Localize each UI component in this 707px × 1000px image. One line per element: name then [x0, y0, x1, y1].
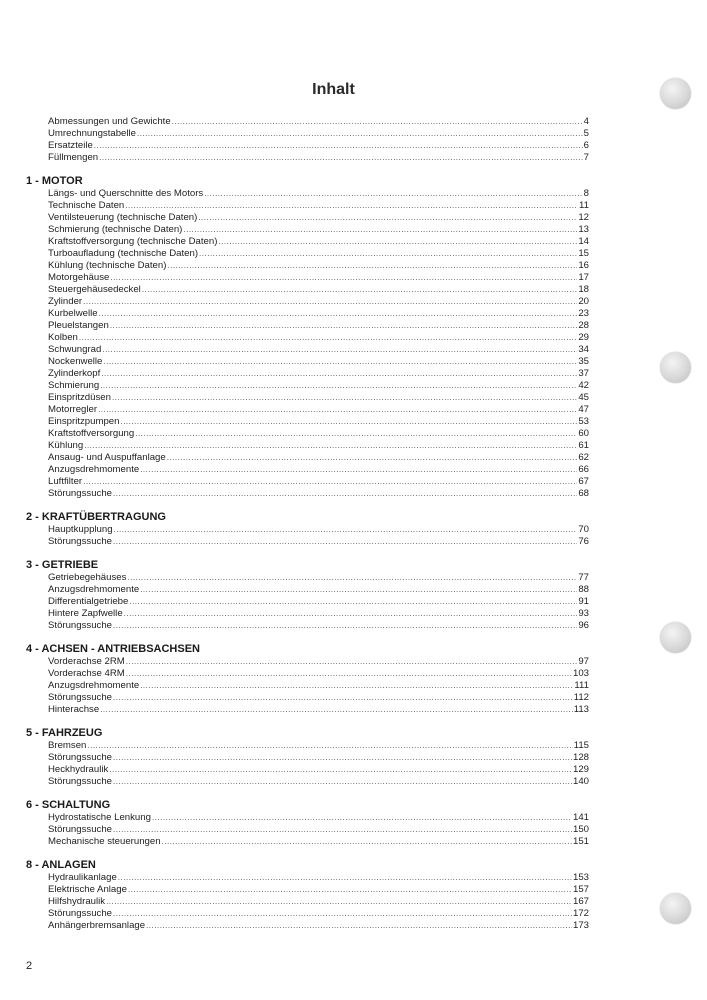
toc-entry-page: 28 [578, 320, 589, 331]
toc-entry-page: 13 [578, 224, 589, 235]
toc-entry-title: Anzugsdrehmomente [48, 584, 140, 595]
leader-dots [204, 188, 582, 200]
toc-entry-title: Kühlung (technische Daten) [48, 260, 167, 271]
toc-entry-page: 16 [578, 260, 589, 271]
toc-entry[interactable] [26, 332, 589, 344]
toc-entry-page: 76 [578, 536, 589, 547]
toc-entry-page: 93 [578, 608, 589, 619]
leader-dots [172, 116, 583, 128]
leader-dots [101, 368, 577, 380]
toc-entry-title: Störungssuche [48, 752, 112, 763]
toc-entry-page: 4 [583, 116, 589, 127]
leader-dots [198, 212, 577, 224]
leader-dots [140, 584, 577, 596]
leader-dots [100, 704, 573, 716]
toc-entry-page: 18 [578, 284, 589, 295]
toc-entry-page: 35 [578, 356, 589, 367]
toc-entry-page: 66 [578, 464, 589, 475]
page-number: 2 [26, 960, 33, 972]
toc-entry[interactable] [26, 920, 589, 932]
toc-entry[interactable] [26, 524, 589, 536]
toc-entry-title: Luftfilter [48, 476, 83, 487]
toc-entry[interactable] [26, 284, 589, 296]
toc-entry-title: Getriebegehäuses [48, 572, 127, 583]
toc-entry[interactable] [26, 596, 589, 608]
toc-entry[interactable] [26, 236, 589, 248]
toc-entry[interactable] [26, 404, 589, 416]
toc-entry-title: Zylinderkopf [48, 368, 101, 379]
toc-entry-page: 6 [583, 140, 589, 151]
toc-entry-page: 113 [573, 704, 589, 715]
toc-entry-title: Störungssuche [48, 620, 112, 631]
leader-dots [146, 920, 572, 932]
toc-entry-page: 12 [578, 212, 589, 223]
toc-entry[interactable] [26, 668, 589, 680]
toc-entry[interactable] [26, 752, 589, 764]
section-heading: 5 - FAHRZEUG [26, 727, 103, 739]
leader-dots [110, 320, 578, 332]
toc-entry-page: 11 [579, 200, 589, 211]
toc-entry-title: Vorderachse 2RM [48, 656, 125, 667]
toc-entry-title: Hilfshydraulik [48, 896, 106, 907]
leader-dots [84, 440, 577, 452]
leader-dots [162, 836, 572, 848]
leader-dots [118, 872, 572, 884]
toc-entry[interactable] [26, 572, 589, 584]
toc-entry[interactable] [26, 584, 589, 596]
toc-entry[interactable] [26, 620, 589, 632]
toc-entry[interactable] [26, 452, 589, 464]
toc-entry-page: 45 [578, 392, 589, 403]
toc-entry[interactable] [26, 464, 589, 476]
binder-hole [660, 78, 691, 109]
toc-entry-title: Kraftstoffversorgung (technische Daten) [48, 236, 218, 247]
toc-entry[interactable] [26, 260, 589, 272]
leader-dots [102, 344, 577, 356]
toc-entry[interactable] [26, 320, 589, 332]
toc-entry[interactable] [26, 764, 589, 776]
toc-entry-page: 115 [573, 740, 589, 751]
leader-dots [218, 236, 577, 248]
leader-dots [113, 752, 572, 764]
toc-entry[interactable] [26, 356, 589, 368]
toc-entry[interactable] [26, 392, 589, 404]
leader-dots [167, 260, 577, 272]
toc-entry[interactable] [26, 704, 589, 716]
leader-dots [113, 908, 572, 920]
toc-entry-page: 112 [573, 692, 589, 703]
toc-entry-page: 47 [578, 404, 589, 415]
leader-dots [112, 392, 577, 404]
toc-entry-title: Heckhydraulik [48, 764, 109, 775]
toc-entry[interactable] [26, 908, 589, 920]
toc-entry-title: Störungssuche [48, 536, 112, 547]
toc-entry-title: Kolben [48, 332, 78, 343]
toc-entry[interactable] [26, 836, 589, 848]
leader-dots [129, 596, 577, 608]
toc-entry-page: 173 [572, 920, 589, 931]
section-heading: 4 - ACHSEN - ANTRIEBSACHSEN [26, 643, 200, 655]
toc-entry[interactable] [26, 116, 589, 128]
toc-entry-page: 172 [572, 908, 589, 919]
toc-entry-page: 29 [578, 332, 589, 343]
leader-dots [113, 620, 577, 632]
leader-dots [140, 464, 577, 476]
toc-entry-page: 157 [572, 884, 589, 895]
toc-entry[interactable] [26, 344, 589, 356]
toc-entry[interactable] [26, 140, 589, 152]
toc-entry[interactable] [26, 428, 589, 440]
toc-entry-title: Abmessungen und Gewichte [48, 116, 171, 127]
toc-entry-title: Pleuelstangen [48, 320, 109, 331]
toc-entry[interactable] [26, 128, 589, 140]
toc-entry-title: Störungssuche [48, 908, 112, 919]
leader-dots [152, 812, 572, 824]
leader-dots [113, 488, 577, 500]
leader-dots [126, 668, 572, 680]
toc-sections [26, 174, 589, 932]
toc-entry-title: Störungssuche [48, 488, 112, 499]
toc-entry[interactable] [26, 608, 589, 620]
leader-dots [109, 764, 572, 776]
toc-entry-title: Kurbelwelle [48, 308, 98, 319]
toc-entry-page: 17 [578, 272, 589, 283]
toc-entry-title: Umrechnungstabelle [48, 128, 136, 139]
toc-entry-title: Ersatzteile [48, 140, 93, 151]
toc-entry[interactable] [26, 212, 589, 224]
toc-entry[interactable] [26, 296, 589, 308]
toc-entry-page: 128 [572, 752, 589, 763]
toc-entry-page: 5 [583, 128, 589, 139]
toc-entry-page: 70 [578, 524, 589, 535]
leader-dots [110, 272, 577, 284]
binder-hole [660, 622, 691, 653]
toc-entry-page: 68 [578, 488, 589, 499]
toc-entry-title: Hydraulikanlage [48, 872, 117, 883]
toc-entry-page: 14 [578, 236, 589, 247]
toc-entry-title: Anzugsdrehmomente [48, 680, 140, 691]
toc-entry[interactable] [26, 536, 589, 548]
toc-entry-title: Kühlung [48, 440, 84, 451]
toc-entry-page: 111 [574, 680, 589, 691]
toc-entry-title: Motorregler [48, 404, 98, 415]
toc-entry[interactable] [26, 896, 589, 908]
leader-dots [99, 152, 583, 164]
toc-entry-page: 150 [572, 824, 589, 835]
toc-entry-page: 62 [578, 452, 589, 463]
section-heading: 1 - MOTOR [26, 175, 83, 187]
toc-entry[interactable] [26, 416, 589, 428]
toc-entry-page: 167 [572, 896, 589, 907]
section-heading: 8 - ANLAGEN [26, 859, 96, 871]
toc-entry-title: Vorderachse 4RM [48, 668, 125, 679]
leader-dots [167, 452, 578, 464]
leader-dots [142, 284, 578, 296]
toc-entry[interactable] [26, 488, 589, 500]
toc-entry[interactable] [26, 680, 589, 692]
leader-dots [137, 128, 583, 140]
toc-entry-title: Turboaufladung (technische Daten) [48, 248, 199, 259]
leader-dots [113, 776, 572, 788]
toc-entry-page: 53 [578, 416, 589, 427]
toc-entry-title: Nockenwelle [48, 356, 103, 367]
toc-entry[interactable] [26, 812, 589, 824]
toc-entry[interactable] [26, 248, 589, 260]
toc-entry-title: Hinterachse [48, 704, 100, 715]
toc-entry-page: 34 [578, 344, 589, 355]
leader-dots [98, 404, 577, 416]
section-heading: 2 - KRAFTÜBERTRAGUNG [26, 511, 166, 523]
toc-entry-page: 37 [578, 368, 589, 379]
toc-entry[interactable] [26, 740, 589, 752]
toc-entry-title: Bremsen [48, 740, 87, 751]
toc-entry-page: 7 [583, 152, 589, 163]
toc-entry-page: 23 [578, 308, 589, 319]
toc-entry-title: Längs- und Querschnitte des Motors [48, 188, 204, 199]
leader-dots [99, 308, 578, 320]
toc-entry-title: Ventilsteuerung (technische Daten) [48, 212, 198, 223]
section-heading: 6 - SCHALTUNG [26, 799, 111, 811]
toc-entry-title: Störungssuche [48, 776, 112, 787]
toc-entry-page: 67 [578, 476, 589, 487]
toc-entry-page: 151 [572, 836, 589, 847]
toc-entry[interactable] [26, 152, 589, 164]
toc-entry-title: Füllmengen [48, 152, 99, 163]
toc-entry[interactable] [26, 824, 589, 836]
toc-entry-title: Hydrostatische Lenkung [48, 812, 151, 823]
toc-entry-title: Anzugsdrehmomente [48, 464, 140, 475]
toc-entry-title: Technische Daten [48, 200, 125, 211]
toc-entry[interactable] [26, 692, 589, 704]
toc-entry[interactable] [26, 224, 589, 236]
toc-entry-page: 61 [578, 440, 589, 451]
toc-entry-page: 97 [578, 656, 589, 667]
toc-entry-page: 103 [572, 668, 589, 679]
toc-entry-title: Störungssuche [48, 824, 112, 835]
leader-dots [106, 896, 572, 908]
toc-entry-title: Kraftstoffversorgung [48, 428, 135, 439]
toc-entry-title: Motorgehäuse [48, 272, 110, 283]
toc-entry-page: 77 [578, 572, 589, 583]
leader-dots [120, 416, 577, 428]
toc-entry-title: Steuergehäusedeckel [48, 284, 141, 295]
leader-dots [79, 332, 577, 344]
leader-dots [103, 356, 577, 368]
binder-hole [660, 893, 691, 924]
page-title: Inhalt [312, 81, 355, 98]
leader-dots [125, 200, 578, 212]
toc-entry-title: Schwungrad [48, 344, 102, 355]
toc-entry-title: Einspritzpumpen [48, 416, 120, 427]
leader-dots [87, 740, 572, 752]
leader-dots [199, 248, 577, 260]
table-of-contents [26, 116, 589, 932]
leader-dots [113, 536, 577, 548]
toc-entry[interactable] [26, 656, 589, 668]
toc-entry-title: Hintere Zapfwelle [48, 608, 123, 619]
toc-entry[interactable] [26, 380, 589, 392]
leader-dots [94, 140, 583, 152]
leader-dots [140, 680, 573, 692]
toc-entry[interactable] [26, 272, 589, 284]
toc-entry-page: 96 [578, 620, 589, 631]
toc-entry-title: Differentialgetriebe [48, 596, 129, 607]
toc-entry-title: Schmierung [48, 380, 100, 391]
leader-dots [113, 692, 573, 704]
leader-dots [128, 884, 572, 896]
leader-dots [135, 428, 577, 440]
toc-entry-title: Mechanische steuerungen [48, 836, 161, 847]
toc-entry[interactable] [26, 872, 589, 884]
leader-dots [183, 224, 577, 236]
toc-entry-page: 153 [572, 872, 589, 883]
toc-entry-page: 60 [578, 428, 589, 439]
leader-dots [127, 572, 577, 584]
toc-entry-page: 129 [572, 764, 589, 775]
toc-entry[interactable] [26, 476, 589, 488]
toc-entry[interactable] [26, 200, 589, 212]
toc-entry-page: 8 [583, 188, 589, 199]
intro-entries [26, 116, 589, 164]
leader-dots [113, 824, 572, 836]
toc-entry[interactable] [26, 884, 589, 896]
toc-entry[interactable] [26, 368, 589, 380]
toc-entry-title: Ansaug- und Auspuffanlage [48, 452, 166, 463]
toc-entry[interactable] [26, 440, 589, 452]
toc-entry-title: Elektrische Anlage [48, 884, 127, 895]
leader-dots [83, 296, 577, 308]
toc-entry[interactable] [26, 776, 589, 788]
toc-entry-title: Anhängerbremsanlage [48, 920, 146, 931]
toc-entry-page: 141 [572, 812, 589, 823]
toc-entry-title: Hauptkupplung [48, 524, 113, 535]
binder-hole [660, 352, 691, 383]
leader-dots [114, 524, 578, 536]
toc-entry-page: 91 [578, 596, 589, 607]
toc-entry-page: 15 [578, 248, 589, 259]
toc-entry-page: 42 [578, 380, 589, 391]
leader-dots [100, 380, 577, 392]
toc-entry-page: 140 [572, 776, 589, 787]
toc-entry-title: Einspritzdüsen [48, 392, 111, 403]
toc-entry-page: 20 [578, 296, 589, 307]
toc-entry[interactable] [26, 308, 589, 320]
leader-dots [124, 608, 578, 620]
leader-dots [126, 656, 578, 668]
toc-entry-title: Schmierung (technische Daten) [48, 224, 183, 235]
toc-entry-page: 88 [578, 584, 589, 595]
section-heading: 3 - GETRIEBE [26, 559, 99, 571]
toc-entry-title: Störungssuche [48, 692, 112, 703]
leader-dots [83, 476, 577, 488]
toc-entry[interactable] [26, 188, 589, 200]
toc-entry-title: Zylinder [48, 296, 83, 307]
